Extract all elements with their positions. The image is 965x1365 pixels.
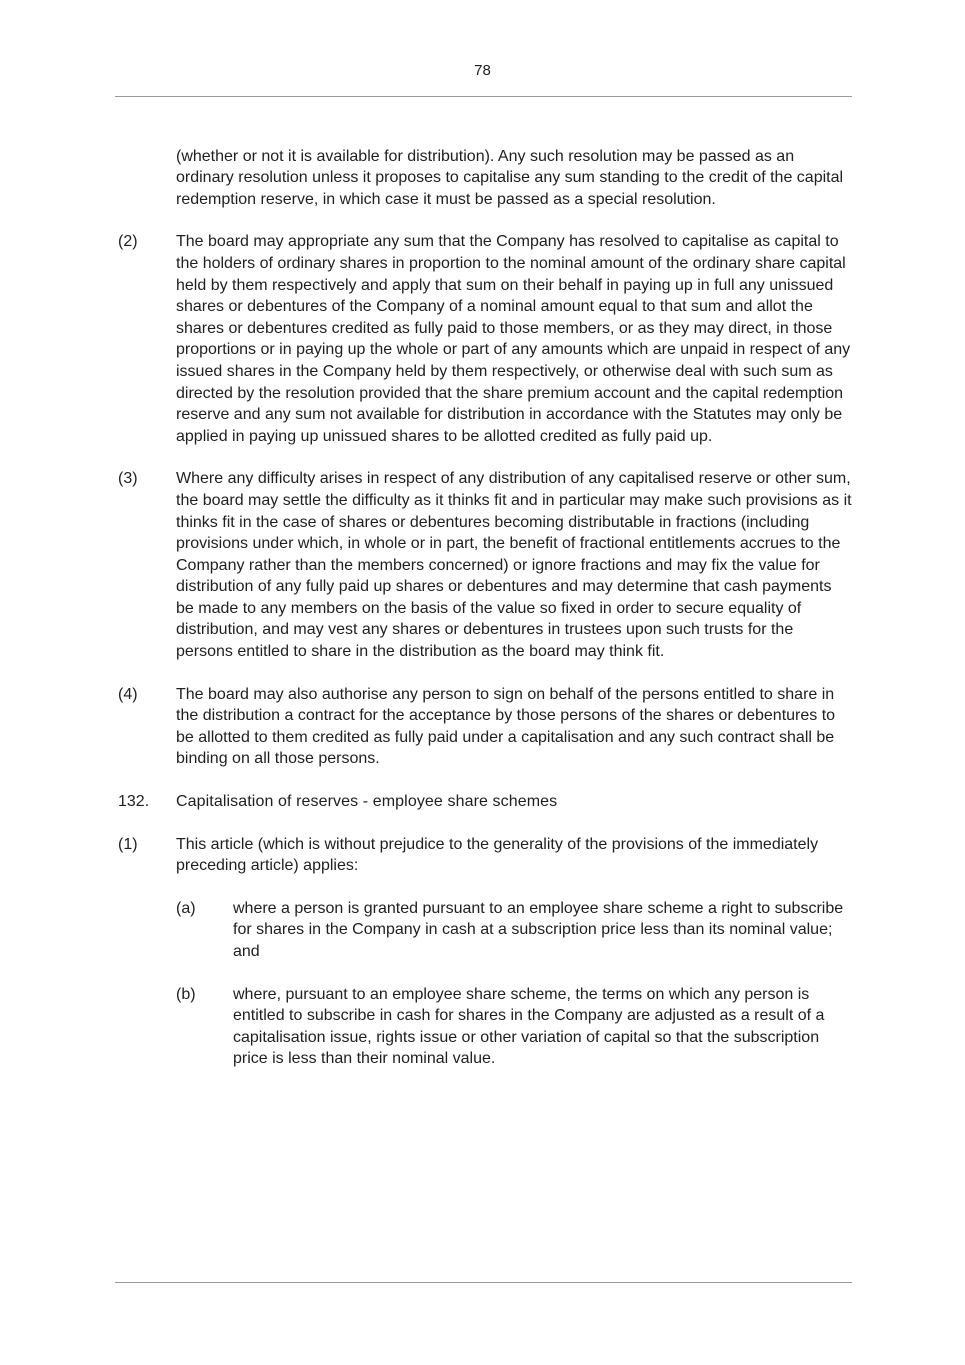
clause-2: [118, 231, 852, 447]
subclause-a: [176, 898, 852, 963]
clause-1-text: This article (which is without prejudice to the generality of the provisions of the immediately preceding article) applies:: [176, 835, 819, 875]
clause-3-text: Where any difficulty arises in respect of any distribution of any capitalised reserve or other sum, the board may settle the difficulty as it thinks fit and in particular may make such provisions as it thinks fit in the case of shares or debentures becoming distributable in fractions (including provisions under which, in whole or in part, the benefit of fractional entitlements accrues to the Company rather than the members concerned) or ignore fractions and may fix the value for distribution of any fully paid up shares or debentures and may determine that cash payments be made to any members on the basis of the value so fixed in order to secure equality of distribution, and may vest any shares or debentures in trustees upon such trusts for the persons entitled to share in the distribution as the board may think fit.: [176, 470, 852, 661]
clause-1-number: (1): [118, 835, 138, 853]
section-number: 132.: [118, 793, 150, 811]
page-content: [118, 146, 852, 1070]
subclause-b-number: (b): [176, 985, 196, 1003]
footer-rule: [115, 1282, 852, 1283]
subclause-a-text: where a person is granted pursuant to an employee share scheme a right to subscribe for shares in the Company in cash at a subscription price less than its nominal value; and: [233, 899, 844, 960]
clause-4-number: (4): [118, 685, 138, 703]
subclause-b-text: where, pursuant to an employee share scheme, the terms on which any person is entitled to subscribe in cash for shares in the Company are adjusted as a result of a capitalisation issue, rights issue or other variation of capital so that the subscription price is less than their nominal value.: [233, 985, 825, 1068]
paragraph-continuation: (whether or not it is available for distribution). Any such resolution may be passed as an ordinary resolution unless it proposes to capitalise any sum standing to the credit of the capital redemption reserve, in which case it must be passed as a special resolution.: [176, 147, 844, 208]
clause-2-number: (2): [118, 233, 138, 251]
section-title: Capitalisation of reserves - employee share schemes: [176, 793, 558, 811]
clause-2-text: The board may appropriate any sum that the Company has resolved to capitalise as capital to the holders of ordinary shares in proportion to the nominal amount of the ordinary share capital held by them respectively and apply that sum on their behalf in paying up in full any unissued shares or debentures of the Company of a nominal amount equal to that sum and allot the shares or debentures credited as fully paid to those members, or as they may direct, in those proportions or in paying up the whole or part of any amounts which are unpaid in respect of any issued shares in the Company held by them respectively, or otherwise deal with such sum as directed by the resolution provided that the share premium account and the capital redemption reserve and any sum not available for distribution in accordance with the Statutes may only be applied in paying up unissued shares to be allotted credited as fully paid up.: [176, 233, 851, 445]
subclause-a-number: (a): [176, 899, 196, 917]
clause-4-text: The board may also authorise any person to sign on behalf of the persons entitled to share in the distribution a contract for the acceptance by those persons of the shares or debentures to be allotted to them credited as fully paid under a capitalisation and any such contract shall be binding on all those persons.: [176, 685, 836, 768]
header-rule: [115, 96, 852, 97]
section-heading-132: [118, 791, 852, 813]
clause-1: [118, 834, 852, 877]
clause-3-number: (3): [118, 470, 138, 488]
clause-4: [118, 684, 852, 770]
page-number: 78: [474, 62, 491, 79]
clause-3: [118, 468, 852, 662]
subclause-b: [176, 984, 852, 1070]
